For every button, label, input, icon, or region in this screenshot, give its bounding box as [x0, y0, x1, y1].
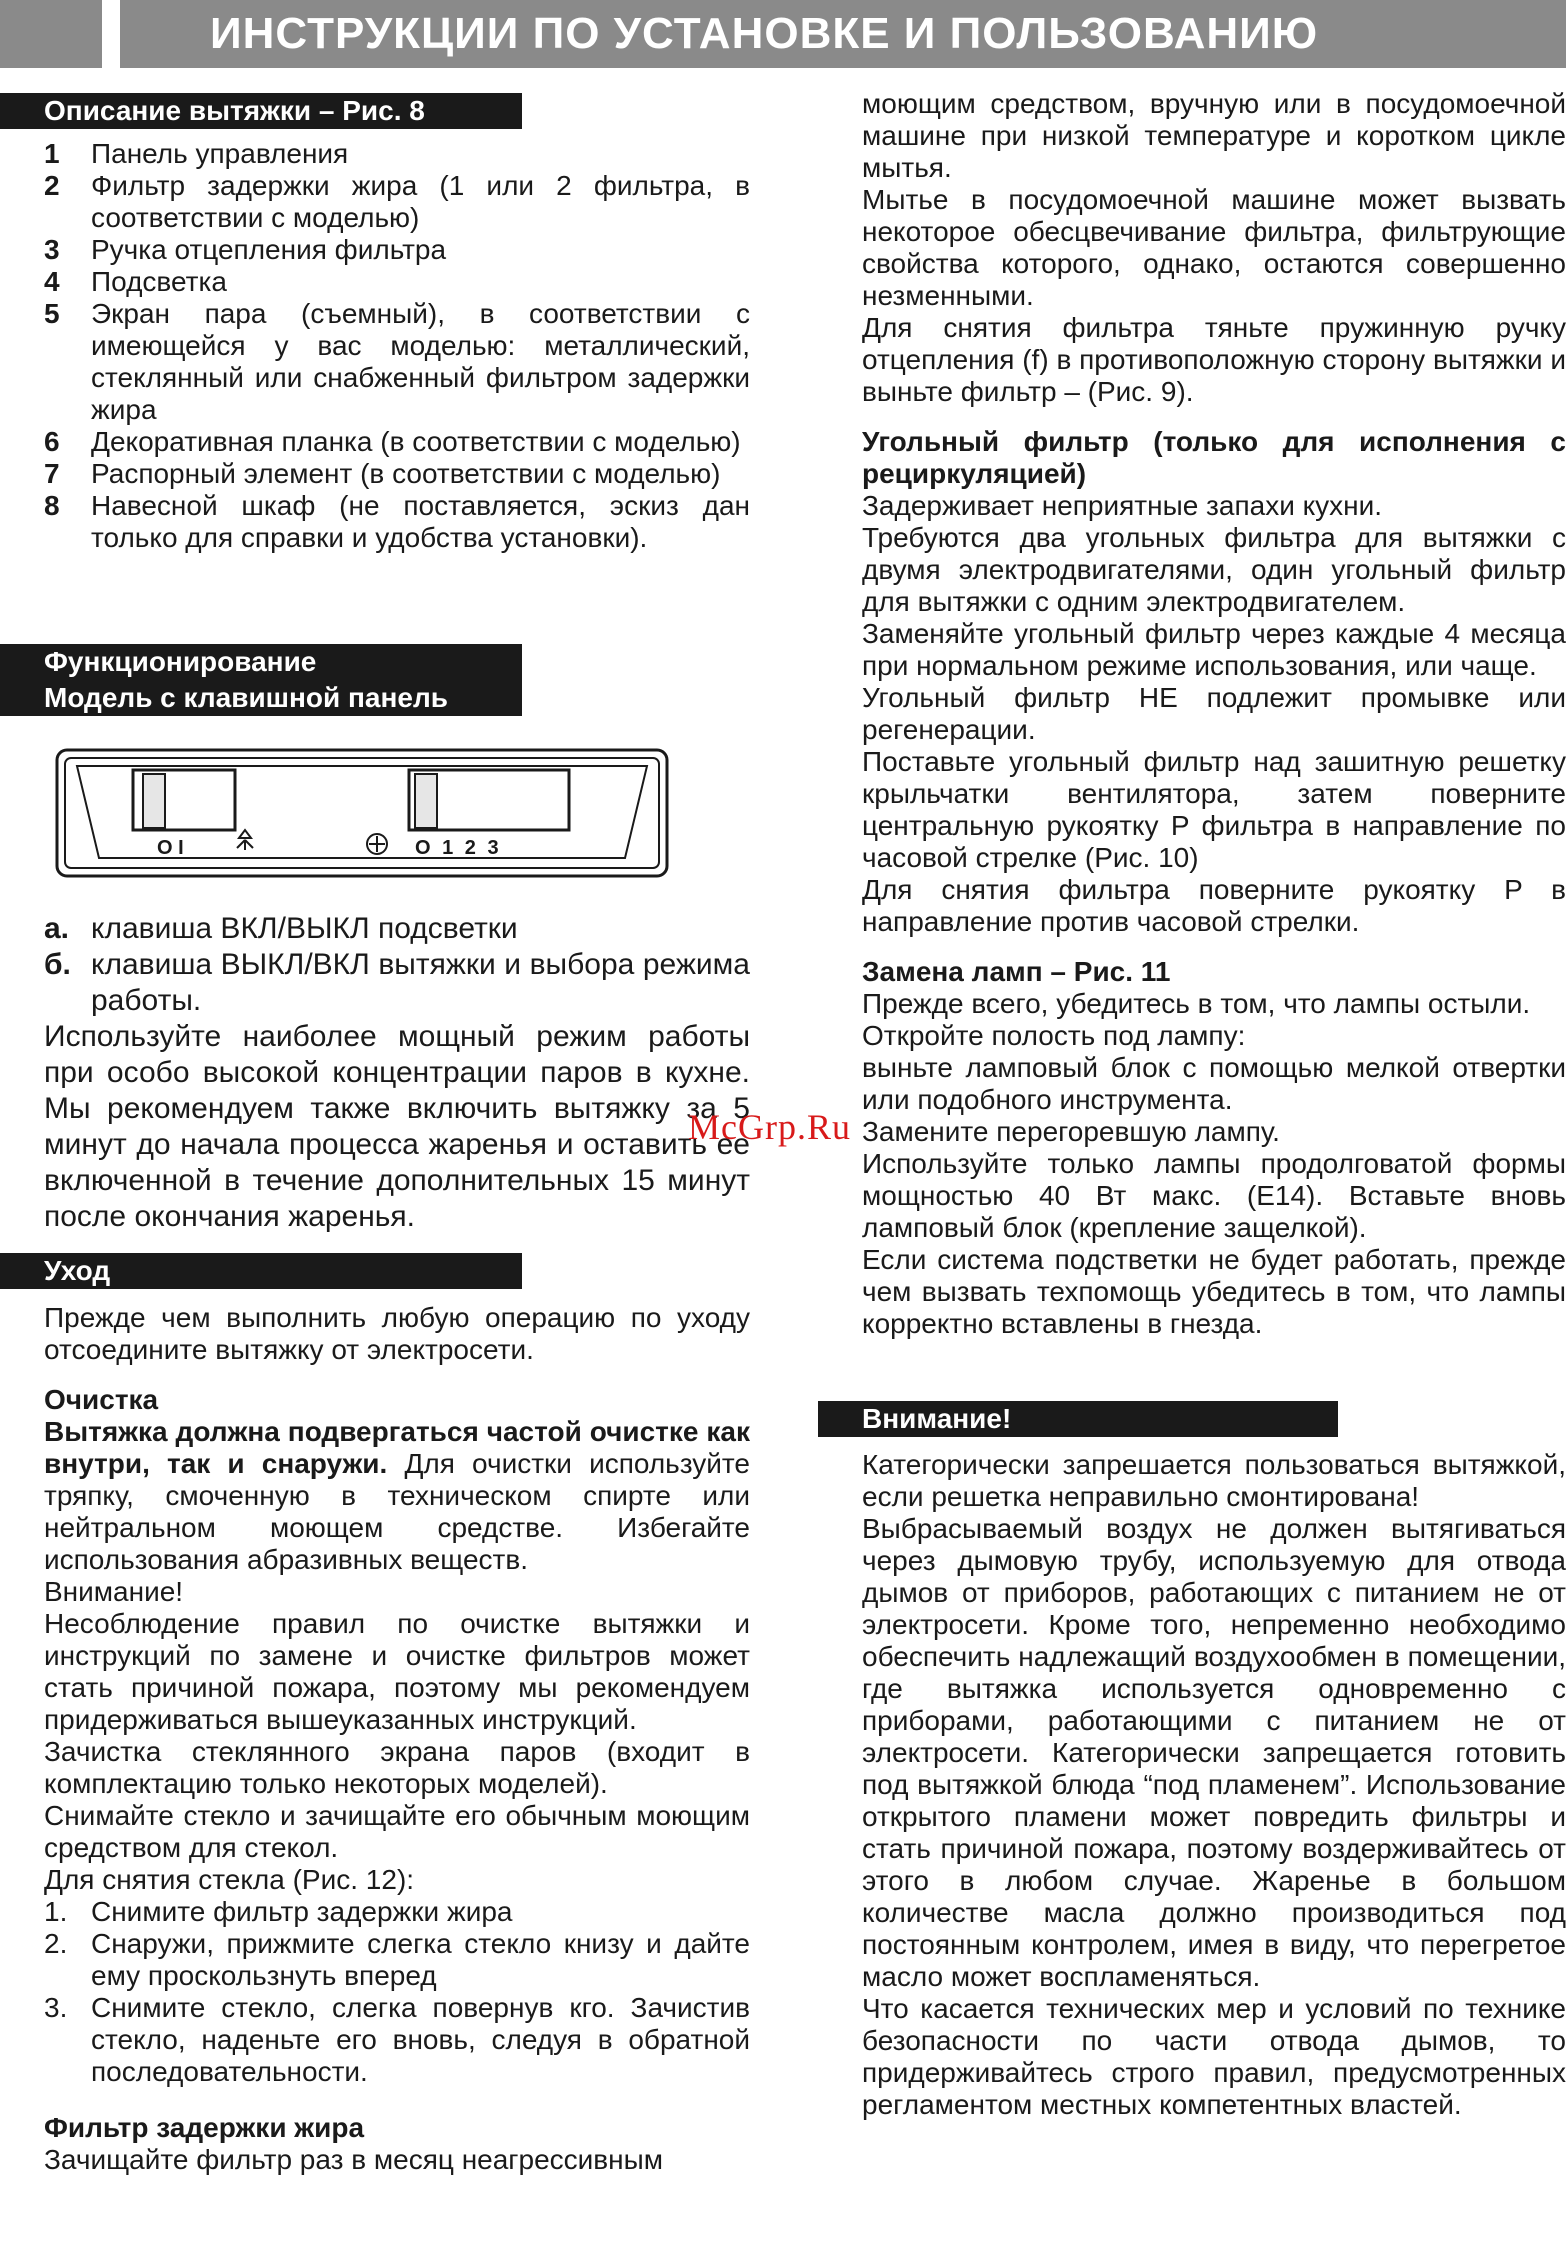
- operation-section: [44, 911, 750, 1235]
- grease-removal: Для снятия фильтра тяньте пружинную ручку отцепления (f) в противоположную сторону вытяжки и выньте фильтр – (Рис. 9).: [862, 312, 1566, 407]
- glass-text-2: Снимайте стекло и зачищайте его обычным моющим средством для стекол.: [44, 1800, 750, 1863]
- description-list-number: 7: [44, 458, 60, 489]
- grease-continued: моющим средством, вручную или в посудомоечной машине при низкой температуре и коротком цикле мытья.: [862, 88, 1566, 183]
- description-list-item: [44, 170, 750, 234]
- description-list-text: Распорный элемент (в соответствии с моделью): [91, 458, 721, 489]
- operation-list-number: а.: [44, 912, 70, 945]
- carbon-p5: Поставьте угольный фильтр над зашитную решетку крыльчатки вентилятора, затем поверните центральную рукоятку P фильтра в направление по часовой стрелке (Рис. 10): [862, 746, 1566, 873]
- carbon-p1: Задерживает неприятные запахи кухни.: [862, 490, 1383, 521]
- glass-step-item: [44, 1896, 750, 1928]
- description-list-text: Экран пара (съемный), в соответствии с имеющейся у вас моделью: металлический, стеклянный или снабженный фильтром задержки жира: [91, 298, 750, 425]
- lamps-title: Замена ламп – Рис. 11: [862, 956, 1171, 987]
- section-heading-warning: Внимание!: [818, 1401, 1338, 1437]
- description-list-item: [44, 490, 750, 554]
- right-column: [862, 88, 1566, 1340]
- light-switch-label: O I: [157, 837, 184, 859]
- carbon-title: Угольный фильтр (только для исполнения с рециркуляцией): [862, 426, 1566, 489]
- fan-icon: [367, 834, 387, 854]
- description-list-number: 5: [44, 298, 60, 329]
- section-heading-care: Уход: [0, 1253, 522, 1289]
- description-list-number: 6: [44, 426, 60, 457]
- description-list-number: 2: [44, 170, 60, 201]
- glass-step-item: [44, 1928, 750, 1992]
- operation-text: Используйте наиболее мощный режим работы при особо высокой концентрации паров в кухне. Мы рекомендуем также включить вытяжку за 5 минут до начала процесса жаренья и оставить ее включенной в течение дополнительных 15 минут после окончания жаренья.: [44, 1020, 750, 1233]
- description-list-number: 1: [44, 138, 60, 169]
- fan-switch-label: O 1 2 3: [415, 837, 502, 859]
- warning-section: [862, 1449, 1566, 2121]
- description-list-text: Навесной шкаф (не поставляется, эскиз дан только для справки и удобства установки).: [91, 490, 750, 553]
- description-list-text: Фильтр задержки жира (1 или 2 фильтра, в соответствии с моделью): [91, 170, 750, 233]
- glass-step-number: 3.: [44, 1992, 68, 2023]
- description-list-number: 3: [44, 234, 60, 265]
- description-list-item: [44, 266, 750, 298]
- description-list-text: Ручка отцепления фильтра: [91, 234, 447, 265]
- lamps-p2: Откройте полость под лампу:: [862, 1020, 1246, 1051]
- cleaning-rest: Для очистки используйте тряпку, смоченную в техническом спирте или нейтральном моющем средстве. Избегайте использования абразивных веществ.: [44, 1448, 750, 1575]
- grease-title: Фильтр задержки жира: [44, 2112, 365, 2143]
- care-section: [44, 1302, 750, 2176]
- glass-step-text: Снимите стекло, слегка повернув кго. Зачистив стекло, наденьте его вновь, следуя в обратной последовательности.: [91, 1992, 750, 2087]
- glass-step-item: [44, 1992, 750, 2088]
- description-list-text: Панель управления: [91, 138, 349, 169]
- description-list-item: [44, 298, 750, 426]
- cleaning-text: [44, 1416, 750, 1576]
- attention-label: Внимание!: [44, 1576, 184, 1607]
- care-intro: Прежде чем выполнить любую операцию по уходу отсоедините вытяжку от электросети.: [44, 1302, 750, 1365]
- description-list-number: 8: [44, 490, 60, 521]
- glass-step-number: 2.: [44, 1928, 68, 1959]
- description-list-item: [44, 426, 750, 458]
- description-list-item: [44, 458, 750, 490]
- carbon-p3: Заменяйте угольный фильтр через каждые 4 месяца при нормальном режиме использования, или чаще.: [862, 618, 1566, 681]
- lamps-p6: Если система подстветки не будет работать, прежде чем вызвать техпомощь убедитесь в том, что лампы корректно вставлены в гнезда.: [862, 1244, 1566, 1339]
- operation-list-number: б.: [44, 948, 71, 981]
- glass-step-number: 1.: [44, 1896, 68, 1927]
- operation-heading-2: Модель с клавишной панель: [44, 682, 448, 713]
- operation-list-text: клавиша ВКЛ/ВЫКЛ подсветки: [91, 912, 518, 945]
- glass-removal: Для снятия стекла (Рис. 12):: [44, 1864, 415, 1895]
- light-icon: [237, 830, 253, 850]
- lamps-p4: Замените перегоревшую лампу.: [862, 1116, 1280, 1147]
- attention-text: Несоблюдение правил по очистке вытяжки и инструкций по замене и очистке фильтров может стать причиной пожара, поэтому мы рекомендуем придерживаться вышеуказанных инструкций.: [44, 1608, 750, 1735]
- glass-step-text: Снаружи, прижмите слегка стекло книзу и дайте ему проскользнуть вперед: [91, 1928, 750, 1991]
- carbon-p2: Требуются два угольных фильтра для вытяжки с двумя электродвигателями, один угольный фильтр для вытяжки с одним электродвигателем.: [862, 522, 1566, 617]
- description-list-item: [44, 234, 750, 266]
- carbon-p4: Угольный фильтр НЕ подлежит промывке или регенерации.: [862, 682, 1566, 745]
- warning-p2: Выбрасываемый воздух не должен вытягиваться через дымовую трубу, используемую для отвода дымов от приборов, работающих с питанием не от электросети. Кроме того, непременно необходимо обеспечить надлежащий воздухообмен в помещении, где вытяжка используется одновременно с приборами, работающими с питанием не от электросети. Категорически запрещается готовить под вытяжкой блюда “под пламенем”. Использование открытого пламени может повредить фильтры и стать причиной пожара, поэтому воздерживайтесь от этого в любом случае. Жаренье в большом количестве масла должно производиться под постоянным контролем, имея в виду, что перегретое масло может воспламеняться.: [862, 1513, 1566, 1992]
- description-list-text: Декоративная планка (в соответствии с моделью): [91, 426, 741, 457]
- section-heading-operation: [0, 644, 522, 716]
- warning-p3: Что касается технических мер и условий по технике безопасности по части отвода дымов, то придерживайтесь строго правил, предусмотренных регламентом местных компетентных властей.: [862, 1993, 1566, 2120]
- description-list: [44, 138, 750, 554]
- operation-list-text: клавиша ВЫКЛ/ВКЛ вытяжки и выбора режима работы.: [91, 948, 750, 1017]
- operation-heading-1: Функционирование: [44, 646, 317, 677]
- operation-list-item: [44, 911, 750, 947]
- operation-list-item: [44, 947, 750, 1019]
- page-title: ИНСТРУКЦИИ ПО УСТАНОВКЕ И ПОЛЬЗОВАНИЮ: [210, 9, 1319, 58]
- carbon-p6: Для снятия фильтра поверните рукоятку P в направление против часовой стрелки.: [862, 874, 1566, 937]
- header-bar-left: [0, 0, 102, 68]
- cleaning-bold: Вытяжка должна подвергаться частой очистке как внутри, так и снаружи.: [44, 1416, 750, 1479]
- warning-p1: Категорически запрешается пользоваться вытяжкой, если решетка неправильно смонтирована!: [862, 1449, 1566, 1512]
- glass-step-text: Снимите фильтр задержки жира: [91, 1896, 513, 1927]
- description-list-text: Подсветка: [91, 266, 227, 297]
- description-list-item: [44, 138, 750, 170]
- lamps-p3: выньте ламповый блок с помощью мелкой отвертки или подобного инструмента.: [862, 1052, 1566, 1115]
- lamps-p1: Прежде всего, убедитесь в том, что лампы остыли.: [862, 988, 1531, 1019]
- cleaning-title: Очистка: [44, 1384, 159, 1415]
- lamps-p5: Используйте только лампы продолговатой формы мощностью 40 Вт макс. (E14). Вставьте вновь ламповый блок (крепление защелкой).: [862, 1148, 1566, 1243]
- control-panel-figure: [55, 748, 669, 878]
- grease-dishwasher: Мытье в посудомоечной машине может вызвать некоторое обесцвечивание фильтра, фильтрующие свойства которого, однако, остаются совершенно незменными.: [862, 184, 1566, 311]
- section-heading-description: Описание вытяжки – Рис. 8: [0, 93, 522, 129]
- description-list-number: 4: [44, 266, 60, 297]
- watermark: McGrp.Ru: [688, 1107, 851, 1147]
- grease-text: Зачищайте фильтр раз в месяц неагрессивным: [44, 2144, 664, 2175]
- glass-text: Зачистка стеклянного экрана паров (входит в комплектацию только некоторых моделей).: [44, 1736, 750, 1799]
